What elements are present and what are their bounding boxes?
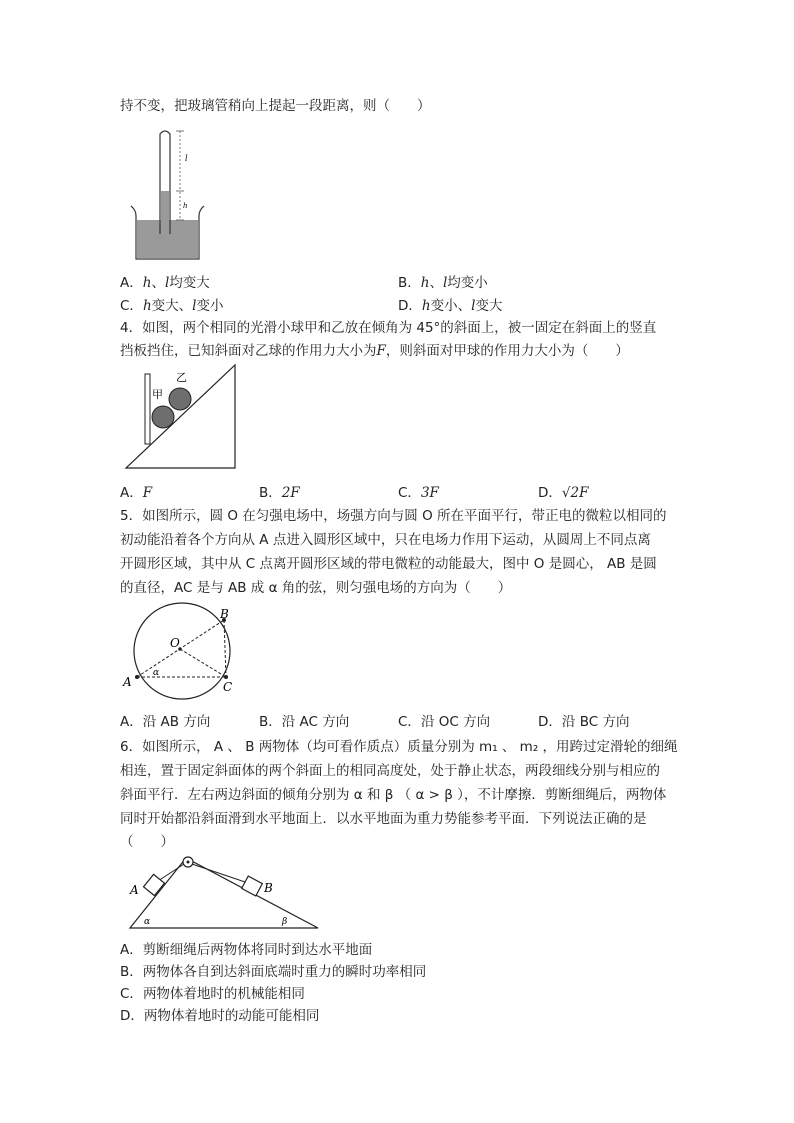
label-h: h — [183, 202, 188, 210]
label-yi: 乙 — [176, 371, 187, 384]
string-left — [158, 864, 184, 881]
q6-stem-line-1: 6．如图所示， A 、 B 两物体（均可看作质点）质量分别为 m₁ 、 m₂ ，用跨过定滑轮的细绳 — [120, 739, 678, 755]
q6-option-d[interactable]: D．两物体着地时的动能可能相同 — [120, 1008, 320, 1024]
block-a — [144, 874, 165, 895]
baffle — [145, 374, 150, 444]
q6-figure-pulley-inclines — [126, 852, 326, 932]
string-right — [192, 864, 248, 883]
q3-option-b[interactable]: B．h、l均变小 — [398, 275, 488, 291]
q6-stem-line-2: 相连，置于固定斜面体的两个斜面上的相同高度处，处于静止状态，两段细线分别与相应的 — [120, 763, 660, 779]
label-alpha: α — [153, 668, 160, 678]
label-b: B — [220, 607, 229, 621]
q3-option-a[interactable]: A．h、l均变大 — [120, 275, 210, 291]
q6-option-b[interactable]: B．两物体各自到达斜面底端时重力的瞬时功率相同 — [120, 964, 427, 980]
q5-option-a[interactable]: A．沿 AB 方向 — [120, 714, 211, 730]
q4-option-a[interactable]: A．F — [120, 485, 153, 501]
incline-body — [130, 858, 318, 928]
q4-stem-line-1: 4．如图，两个相同的光滑小球甲和乙放在倾角为 45°的斜面上，被一固定在斜面上的竖直 — [120, 320, 657, 336]
q4-option-d[interactable]: D．√2F — [538, 485, 589, 501]
segment-oc — [180, 649, 226, 677]
q5-stem-line-4: 的直径，AC 是与 AB 成 α 角的弦，则匀强电场的方向为（ ） — [120, 580, 512, 596]
label-alpha: α — [144, 917, 151, 927]
label-b: B — [264, 881, 273, 895]
tube-liquid-column — [161, 191, 169, 220]
q4-option-c[interactable]: C．3F — [398, 485, 439, 501]
q5-option-c[interactable]: C．沿 OC 方向 — [398, 714, 491, 730]
q3-option-c[interactable]: C．h变大、l变小 — [120, 298, 224, 314]
label-l: l — [185, 154, 188, 163]
circle-o — [134, 603, 233, 699]
label-c: C — [223, 680, 233, 694]
q5-option-b[interactable]: B．沿 AC 方向 — [259, 714, 350, 730]
q3-option-d[interactable]: D．h变小、l变大 — [398, 298, 503, 314]
block-b — [242, 876, 263, 896]
q4-figure-incline-balls — [122, 362, 242, 472]
q5-stem-line-1: 5．如图所示，圆 O 在匀强电场中，场强方向与圆 O 所在平面平行，带正电的微粒以相同的 — [120, 508, 667, 524]
q6-option-c[interactable]: C．两物体着地时的机械能相同 — [120, 986, 305, 1002]
q3-figure-tube-beaker — [128, 126, 208, 266]
label-o: O — [170, 636, 180, 650]
label-beta: β — [282, 917, 288, 927]
ball-jia — [152, 406, 174, 428]
q6-option-a[interactable]: A．剪断细绳后两物体将同时到达水平地面 — [120, 942, 373, 958]
q4-option-b[interactable]: B．2F — [259, 485, 300, 501]
q6-stem-line-3: 斜面平行．左右两边斜面的倾角分别为 α 和 β （ α > β ），不计摩擦．剪断细绳后，两物体 — [120, 787, 667, 803]
ball-yi — [169, 388, 191, 410]
label-a: A — [123, 675, 132, 689]
q5-option-d[interactable]: D．沿 BC 方向 — [538, 714, 630, 730]
label-a: A — [130, 883, 139, 897]
q3-stem-tail: 持不变，把玻璃管稍向上提起一段距离，则（ ） — [120, 98, 431, 114]
q5-stem-line-2: 初动能沿着各个方向从 A 点进入圆形区域中，只在电场力作用下运动，从圆周上不同点离 — [120, 532, 651, 548]
q6-stem-line-4: 同时开始都沿斜面滑到水平地面上．以水平地面为重力势能参考平面．下列说法正确的是 — [120, 811, 647, 827]
q4-stem-line-2: 挡板挡住，已知斜面对乙球的作用力大小为F，则斜面对甲球的作用力大小为（ ） — [120, 343, 629, 359]
label-jia: 甲 — [152, 388, 163, 401]
q5-stem-line-3: 开圆形区域，其中从 C 点离开圆形区域的带电微粒的动能最大，图中 O 是圆心， AB 是圆 — [120, 556, 657, 572]
q5-figure-circle — [120, 598, 240, 706]
q6-stem-line-5: （ ） — [120, 834, 174, 850]
